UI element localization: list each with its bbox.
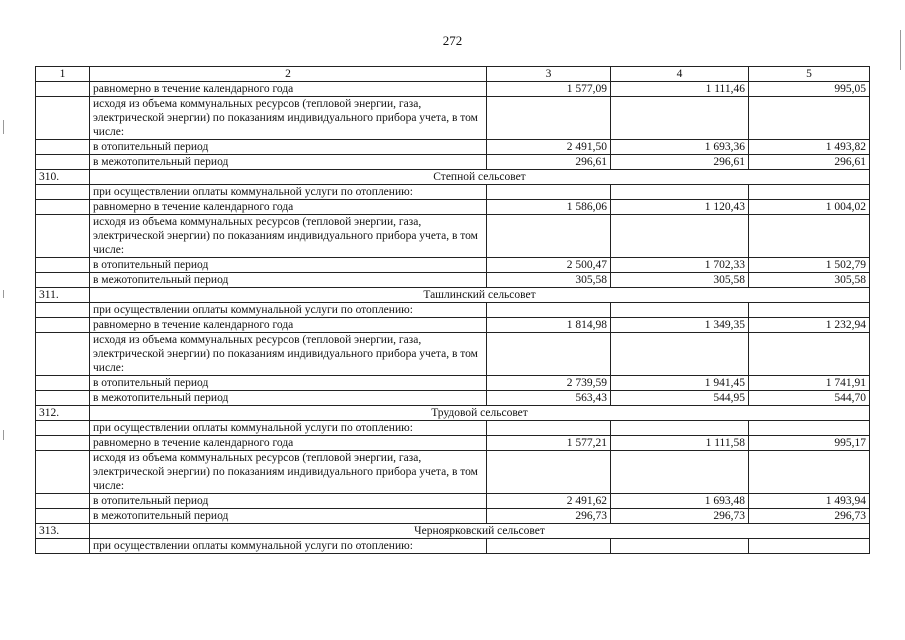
region-name: Ташлинский сельсовет — [90, 288, 870, 303]
value-col4: 1 693,36 — [611, 140, 749, 155]
cell-empty — [36, 185, 90, 200]
scan-artifact-left — [3, 290, 4, 298]
value-col5: 1 493,82 — [749, 140, 870, 155]
region-number: 312. — [36, 406, 90, 421]
table-row — [36, 185, 870, 200]
value-col4: 296,73 — [611, 509, 749, 524]
table-row — [36, 451, 870, 494]
value-col3 — [487, 97, 611, 140]
value-col3: 1 577,21 — [487, 436, 611, 451]
value-col3: 1 814,98 — [487, 318, 611, 333]
value-col3 — [487, 451, 611, 494]
cell-empty — [36, 258, 90, 273]
value-col5: 995,17 — [749, 436, 870, 451]
value-col5: 1 741,91 — [749, 376, 870, 391]
region-row — [36, 524, 870, 539]
value-col3: 2 491,62 — [487, 494, 611, 509]
row-description: в отопительный период — [90, 494, 487, 509]
value-col4: 1 111,58 — [611, 436, 749, 451]
cell-empty — [36, 539, 90, 554]
value-col4: 1 941,45 — [611, 376, 749, 391]
table-row — [36, 509, 870, 524]
value-col5 — [749, 185, 870, 200]
value-col3: 2 500,47 — [487, 258, 611, 273]
value-col3: 305,58 — [487, 273, 611, 288]
value-col4: 296,61 — [611, 155, 749, 170]
scan-artifact-left — [3, 120, 4, 134]
cell-empty — [36, 376, 90, 391]
table-row — [36, 97, 870, 140]
row-description: исходя из объема коммунальных ресурсов (тепловой энергии, газа, электрической энергии) по показаниям индивидуального прибора учета, в том числе: — [90, 97, 487, 140]
row-description: исходя из объема коммунальных ресурсов (тепловой энергии, газа, электрической энергии) по показаниям индивидуального прибора учета, в том числе: — [90, 451, 487, 494]
region-name: Степной сельсовет — [90, 170, 870, 185]
value-col3: 2 739,59 — [487, 376, 611, 391]
value-col5: 1 004,02 — [749, 200, 870, 215]
table-row — [36, 273, 870, 288]
value-col3: 296,73 — [487, 509, 611, 524]
value-col3 — [487, 185, 611, 200]
value-col5 — [749, 215, 870, 258]
value-col5 — [749, 539, 870, 554]
value-col4: 1 349,35 — [611, 318, 749, 333]
table-row — [36, 318, 870, 333]
table-header-row — [36, 67, 870, 82]
cell-empty — [36, 155, 90, 170]
cell-empty — [36, 494, 90, 509]
value-col5: 305,58 — [749, 273, 870, 288]
cell-empty — [36, 303, 90, 318]
region-name: Черноярковский сельсовет — [90, 524, 870, 539]
value-col4 — [611, 97, 749, 140]
column-header: 4 — [611, 67, 749, 82]
row-description: исходя из объема коммунальных ресурсов (тепловой энергии, газа, электрической энергии) по показаниям индивидуального прибора учета, в том числе: — [90, 333, 487, 376]
table-row — [36, 200, 870, 215]
value-col4: 544,95 — [611, 391, 749, 406]
value-col4: 1 693,48 — [611, 494, 749, 509]
value-col3 — [487, 539, 611, 554]
table-row — [36, 494, 870, 509]
page-number: 272 — [442, 33, 463, 48]
value-col5 — [749, 451, 870, 494]
value-col4 — [611, 421, 749, 436]
cell-empty — [36, 215, 90, 258]
row-description: в отопительный период — [90, 258, 487, 273]
row-description: равномерно в течение календарного года — [90, 436, 487, 451]
cell-empty — [36, 97, 90, 140]
row-description: равномерно в течение календарного года — [90, 318, 487, 333]
row-description: в межотопительный период — [90, 273, 487, 288]
column-header: 3 — [487, 67, 611, 82]
value-col5 — [749, 333, 870, 376]
row-description: при осуществлении оплаты коммунальной услуги по отоплению: — [90, 539, 487, 554]
cell-empty — [36, 318, 90, 333]
cell-empty — [36, 509, 90, 524]
region-number: 313. — [36, 524, 90, 539]
value-col4 — [611, 539, 749, 554]
row-description: при осуществлении оплаты коммунальной услуги по отоплению: — [90, 185, 487, 200]
cell-empty — [36, 421, 90, 436]
value-col5: 1 232,94 — [749, 318, 870, 333]
region-name: Трудовой сельсовет — [90, 406, 870, 421]
column-header: 5 — [749, 67, 870, 82]
value-col3 — [487, 303, 611, 318]
row-description: равномерно в течение календарного года — [90, 82, 487, 97]
table-row — [36, 140, 870, 155]
table-row — [36, 376, 870, 391]
table-body — [36, 82, 870, 554]
cell-empty — [36, 273, 90, 288]
value-col3 — [487, 333, 611, 376]
table-row — [36, 303, 870, 318]
region-row — [36, 406, 870, 421]
value-col3: 563,43 — [487, 391, 611, 406]
table-row — [36, 82, 870, 97]
row-description: исходя из объема коммунальных ресурсов (тепловой энергии, газа, электрической энергии) по показаниям индивидуального прибора учета, в том числе: — [90, 215, 487, 258]
value-col3: 1 577,09 — [487, 82, 611, 97]
table-row — [36, 215, 870, 258]
value-col4: 305,58 — [611, 273, 749, 288]
value-col3: 296,61 — [487, 155, 611, 170]
region-row — [36, 288, 870, 303]
row-description: в отопительный период — [90, 376, 487, 391]
value-col5: 296,61 — [749, 155, 870, 170]
scan-artifact-left — [3, 430, 4, 440]
tariff-table — [35, 66, 870, 554]
value-col3: 2 491,50 — [487, 140, 611, 155]
row-description: в межотопительный период — [90, 155, 487, 170]
row-description: равномерно в течение календарного года — [90, 200, 487, 215]
value-col5 — [749, 421, 870, 436]
value-col5: 1 502,79 — [749, 258, 870, 273]
table-row — [36, 391, 870, 406]
value-col5: 1 493,94 — [749, 494, 870, 509]
table-row — [36, 155, 870, 170]
region-row — [36, 170, 870, 185]
value-col4: 1 702,33 — [611, 258, 749, 273]
cell-empty — [36, 140, 90, 155]
cell-empty — [36, 333, 90, 376]
row-description: при осуществлении оплаты коммунальной услуги по отоплению: — [90, 303, 487, 318]
value-col4 — [611, 451, 749, 494]
value-col3 — [487, 215, 611, 258]
value-col3 — [487, 421, 611, 436]
row-description: в межотопительный период — [90, 391, 487, 406]
value-col4 — [611, 185, 749, 200]
row-description: при осуществлении оплаты коммунальной услуги по отоплению: — [90, 421, 487, 436]
cell-empty — [36, 200, 90, 215]
value-col5 — [749, 303, 870, 318]
table-row — [36, 258, 870, 273]
table-row — [36, 436, 870, 451]
cell-empty — [36, 436, 90, 451]
value-col5: 296,73 — [749, 509, 870, 524]
column-header: 1 — [36, 67, 90, 82]
value-col5: 995,05 — [749, 82, 870, 97]
table-row — [36, 421, 870, 436]
region-number: 310. — [36, 170, 90, 185]
value-col4 — [611, 303, 749, 318]
table-row — [36, 333, 870, 376]
value-col4 — [611, 215, 749, 258]
cell-empty — [36, 451, 90, 494]
cell-empty — [36, 82, 90, 97]
value-col3: 1 586,06 — [487, 200, 611, 215]
region-number: 311. — [36, 288, 90, 303]
value-col5 — [749, 97, 870, 140]
column-header: 2 — [90, 67, 487, 82]
value-col4 — [611, 333, 749, 376]
row-description: в межотопительный период — [90, 509, 487, 524]
row-description: в отопительный период — [90, 140, 487, 155]
cell-empty — [36, 391, 90, 406]
table-row — [36, 539, 870, 554]
value-col4: 1 111,46 — [611, 82, 749, 97]
value-col4: 1 120,43 — [611, 200, 749, 215]
value-col5: 544,70 — [749, 391, 870, 406]
